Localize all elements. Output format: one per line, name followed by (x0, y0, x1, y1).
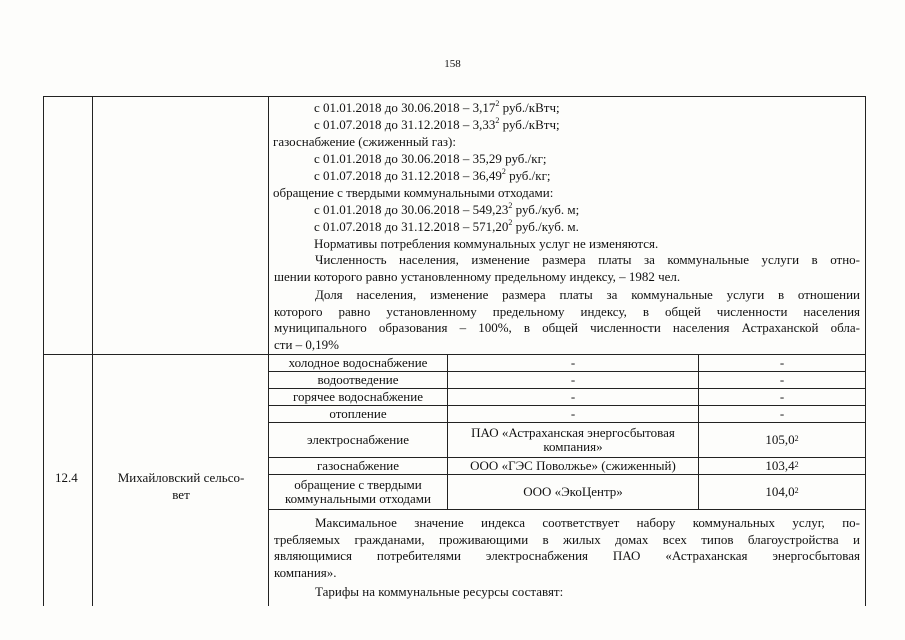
row-number: 12.4 (55, 470, 78, 485)
index-sewerage: - (779, 372, 785, 387)
service-name-waste-line-2: коммунальными отходами (285, 491, 431, 506)
provider-cold-water: - (570, 355, 576, 370)
municipality-line-2: вет (172, 487, 190, 502)
max-index-paragraph (274, 515, 860, 581)
service-name-sewerage: водоотведение (317, 372, 399, 387)
population-line-1: Численность населения, изменение размера платы за коммунальные услуги в отно- (315, 252, 860, 267)
index-hot-water: - (779, 389, 785, 404)
share-line-3: муниципального образования – 100%, в общей численности населения Астраханской обла- (274, 320, 860, 336)
col-divider-1 (92, 96, 93, 606)
max-index-line-2: требляемых гражданами, проживающими в жилых домах всех типов благоустройства и (274, 531, 860, 547)
municipality-line-1: Михайловский сельсо- (117, 470, 245, 485)
provider-electricity-line-1: ПАО «Астраханская энергосбытовая (471, 425, 675, 440)
provider-sewerage: - (570, 372, 576, 387)
max-index-line-1: Максимальное значение индекса соответствует набору коммунальных услуг, по- (315, 515, 860, 530)
service-name-waste (269, 475, 447, 509)
population-line-2: шении которого равно установленному предельному индексу, – 1982 чел. (274, 268, 681, 284)
provider-gas: ООО «ГЭС Поволжье» (сжиженный) (470, 458, 676, 473)
share-line-2: которого равно установленному предельному индексу, в общей численности населения (274, 303, 860, 319)
tariff-line-4: с 01.01.2018 до 30.06.2018 – 35,29 руб./кг; (314, 151, 547, 166)
share-line-1: Доля населения, изменение размера платы за коммунальные услуги в отношении (315, 287, 860, 302)
tariff-line-7: с 01.01.2018 до 30.06.2018 – 549,23$^2$ руб./куб. м; (314, 200, 580, 217)
sub-row-line-7 (268, 509, 866, 510)
share-line-4: сти – 0,19% (274, 336, 339, 352)
col-divider-2 (268, 96, 269, 606)
service-name-gas: газоснабжение (316, 458, 400, 473)
index-cold-water: - (779, 355, 785, 370)
index-electricity: 105,0 $^2$ (765, 432, 799, 447)
provider-electricity (448, 423, 698, 457)
service-name-cold-water: холодное водоснабжение (288, 355, 428, 370)
provider-electricity-line-2: компания» (543, 439, 603, 454)
max-index-line-4: компания». (274, 564, 337, 580)
service-name-electricity: электроснабжение (307, 432, 409, 447)
tariff-line-1: с 01.01.2018 до 30.06.2018 – 3,17$^2$ руб./кВтч; (314, 98, 560, 115)
table-top-border (43, 96, 866, 97)
norms-line: Нормативы потребления коммунальных услуг не изменяются. (314, 236, 659, 251)
tariff-line-5: с 01.07.2018 до 31.12.2018 – 36,49$^2$ руб./кг; (314, 166, 551, 183)
index-gas: 103,4 $^2$ (765, 458, 799, 473)
table-left-border (43, 96, 44, 606)
tariff-table (43, 96, 866, 606)
municipality-name (98, 469, 264, 503)
provider-waste: ООО «ЭкоЦентр» (523, 484, 623, 499)
gas-heading: газоснабжение (сжиженный газ): (273, 134, 456, 149)
tariff-line-8: с 01.07.2018 до 31.12.2018 – 571,20$^2$ руб./куб. м. (314, 217, 579, 234)
page-number: 158 (444, 58, 461, 70)
provider-heating: - (570, 406, 576, 421)
index-heating: - (779, 406, 785, 421)
share-paragraph (274, 287, 860, 353)
table-right-border (865, 96, 866, 606)
service-name-hot-water: горячее водоснабжение (293, 389, 423, 404)
service-name-heating: отопление (329, 406, 387, 421)
provider-hot-water: - (570, 389, 576, 404)
waste-heading: обращение с твердыми коммунальными отходами: (273, 185, 554, 200)
tariff-line-2: с 01.07.2018 до 31.12.2018 – 3,33$^2$ руб./кВтч; (314, 115, 560, 132)
population-paragraph (274, 252, 860, 285)
index-waste: 104,0 $^2$ (765, 484, 799, 499)
tariffs-heading: Тарифы на коммунальные ресурсы составят: (315, 584, 564, 599)
service-name-waste-line-1: обращение с твердыми (294, 477, 422, 492)
max-index-line-3: являющимися потребителями электроснабжения ПАО «Астраханская энергосбытовая (274, 548, 860, 564)
